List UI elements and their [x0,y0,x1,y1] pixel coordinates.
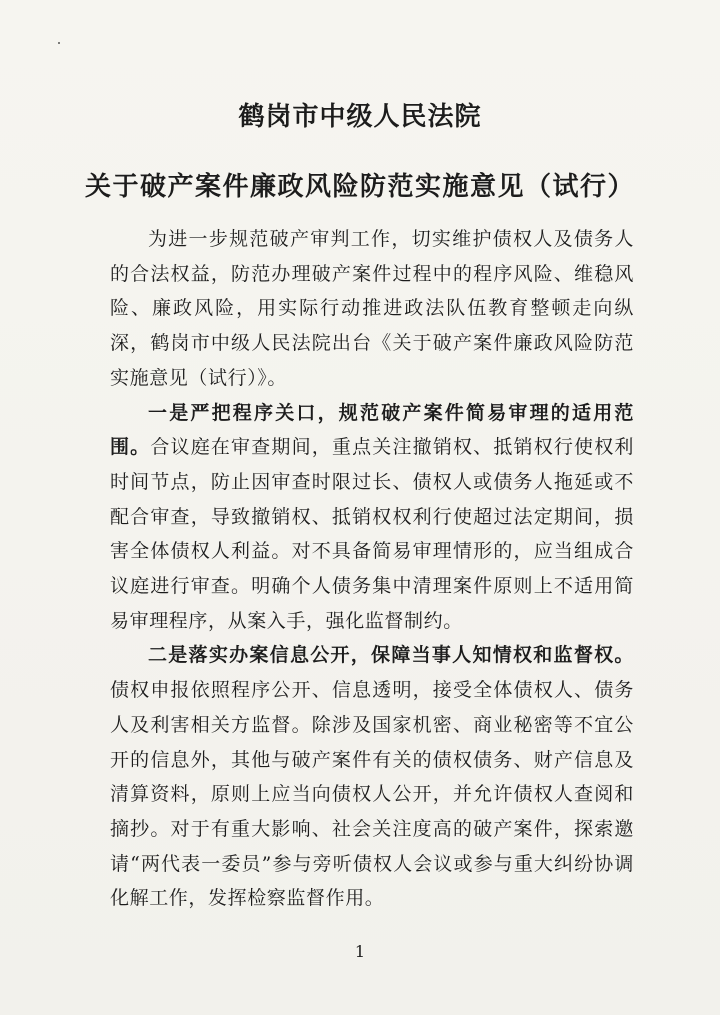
paragraph-text: 为进一步规范破产审判工作，切实维护债权人及债务人的合法权益，防范办理破产案件过程中的程序风险、维稳风险、廉政风险，用实际行动推进政法队伍教育整顿走向纵深，鹤岗市中级人民法院出台《关于破产案件廉政风险防范实施意见（试行）》。 [110,228,634,389]
paragraph-lead: 一是严把程序关口，规范破产案件简易审理的适用范围。 [110,401,634,459]
document-body [110,222,634,916]
paragraph-text: 合议庭在审查期间，重点关注撤销权、抵销权行使权利时间节点，防止因审查时限过长、债权人或债务人拖延或不配合审查，导致撤销权、抵销权权利行使超过法定期间，损害全体债权人利益。对不具备简易审理情形的，应当组成合议庭进行审查。明确个人债务集中清理案件原则上不适用简易审理程序，从案入手，强化监督制约。 [110,436,634,632]
paragraph-point-one [110,396,634,639]
document-title: 关于破产案件廉政风险防范实施意见（试行） [84,172,635,202]
page-number: 1 [354,942,366,961]
paragraph-lead: 二是落实办案信息公开，保障当事人知情权和监督权。 [148,644,634,667]
paragraph-intro [110,222,634,396]
paragraph-point-two [110,638,634,916]
paragraph-text: 债权申报依照程序公开、信息透明，接受全体债权人、债务人及利害相关方监督。除涉及国家机密、商业秘密等不宜公开的信息外，其他与破产案件有关的债权债务、财产信息及清算资料，原则上应当向债权人公开，并允许债权人查阅和摘抄。对于有重大影响、社会关注度高的破产案件，探索邀请“两代表一委员”参与旁听债权人会议或参与重大纠纷协调化解工作，发挥检察监督作用。 [110,679,634,910]
org-title: 鹤岗市中级人民法院 [238,102,482,132]
scan-speck [58,42,60,44]
